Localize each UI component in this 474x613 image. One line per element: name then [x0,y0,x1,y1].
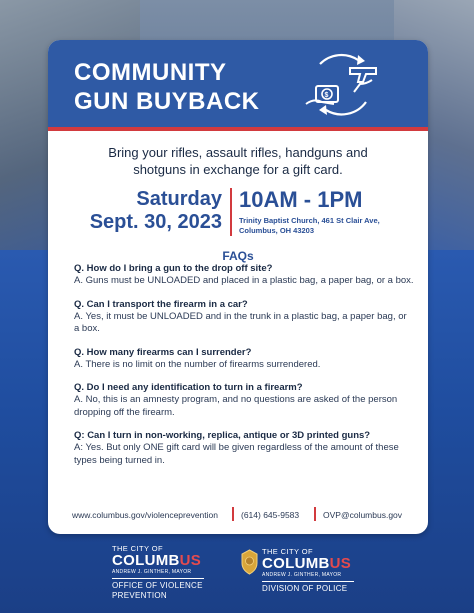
date-divider [230,188,232,236]
event-date-text: Sept. 30, 2023 [89,211,222,233]
logo-name-accent: US [179,552,202,569]
faq-item [74,263,414,288]
contact-footer [48,504,428,528]
logo-dept-line-2: PREVENTION [112,591,168,600]
faq-list [74,263,414,478]
faq-answer: A. Guns must be UNLOADED and placed in a plastic bag, a paper bag, or a box. [74,275,414,286]
footer-divider [232,507,234,521]
address-line-1: Trinity Baptist Church, 461 St Clair Ave, [239,216,380,225]
phone-link[interactable]: (614) 645-9583 [241,510,300,520]
email-link[interactable]: OVP@columbus.gov [323,510,403,520]
logo-city-of: THE CITY OF [112,544,163,553]
flyer-header [48,40,428,127]
faq-item [74,299,414,336]
logo-name-accent: US [329,555,352,572]
logo-mayor: ANDREW J. GINTHER, MAYOR [112,569,192,575]
faq-question: Q. Do I need any identification to turn in a firearm? [74,382,303,393]
faq-item [74,430,414,467]
logo-columbus [262,556,354,572]
logo-city-of: THE CITY OF [262,547,313,556]
title-line-1: COMMUNITY [74,59,227,86]
faq-item [74,382,414,419]
police-badge-icon [240,549,259,575]
flyer-title [74,58,260,116]
event-time: 10AM - 1PM [239,187,363,212]
address-line-2: Columbus, OH 43203 [239,226,315,235]
faq-answer: A. There is no limit on the number of firearms surrendered. [74,358,321,370]
ovp-logo [112,544,204,601]
logo-columbus [112,553,204,569]
gun-exchange-icon [298,50,388,118]
website-link[interactable]: www.columbus.gov/violenceprevention [72,510,218,520]
faq-question: Q. How do I bring a gun to the drop off site? [74,263,273,274]
faq-question: Q. How many firearms can I surrender? [74,346,252,358]
logo-dept-line-1: OFFICE OF VIOLENCE [112,581,203,590]
faq-question: Q. Can I transport the firearm in a car? [74,298,248,310]
faq-question: Q: Can I turn in non-working, replica, antique or 3D printed guns? [74,430,371,441]
faq-answer: A. Yes, it must be UNLOADED and in the trunk in a plastic bag, a paper bag, or a box. [74,310,407,334]
logo-dept-line-1: DIVISION OF POLICE [262,584,348,593]
intro-text: Bring your rifles, assault rifles, handguns and shotguns in exchange for a gift card. [108,145,368,177]
header-divider [48,127,428,131]
flyer-card [48,40,428,534]
faq-answer: A: Yes. But only ONE gift card will be given regardless of the amount of these types being turned in. [74,442,399,466]
logo-rule [112,578,204,579]
logo-name-main: COLUMB [262,555,330,572]
event-date [72,188,222,234]
faq-heading: FAQs [222,249,254,263]
event-day: Saturday [136,188,222,210]
event-address [239,216,414,236]
police-logo [262,547,354,594]
svg-text:$: $ [324,92,329,99]
logo-mayor: ANDREW J. GINTHER, MAYOR [262,572,342,578]
footer-divider [314,507,316,521]
logo-name-main: COLUMB [112,552,180,569]
faq-item [74,347,414,372]
title-line-2: GUN BUYBACK [74,88,260,115]
logo-rule [262,581,354,582]
faq-answer: A. No, this is an amnesty program, and no questions are asked of the person dropping off the firearm. [74,394,398,418]
